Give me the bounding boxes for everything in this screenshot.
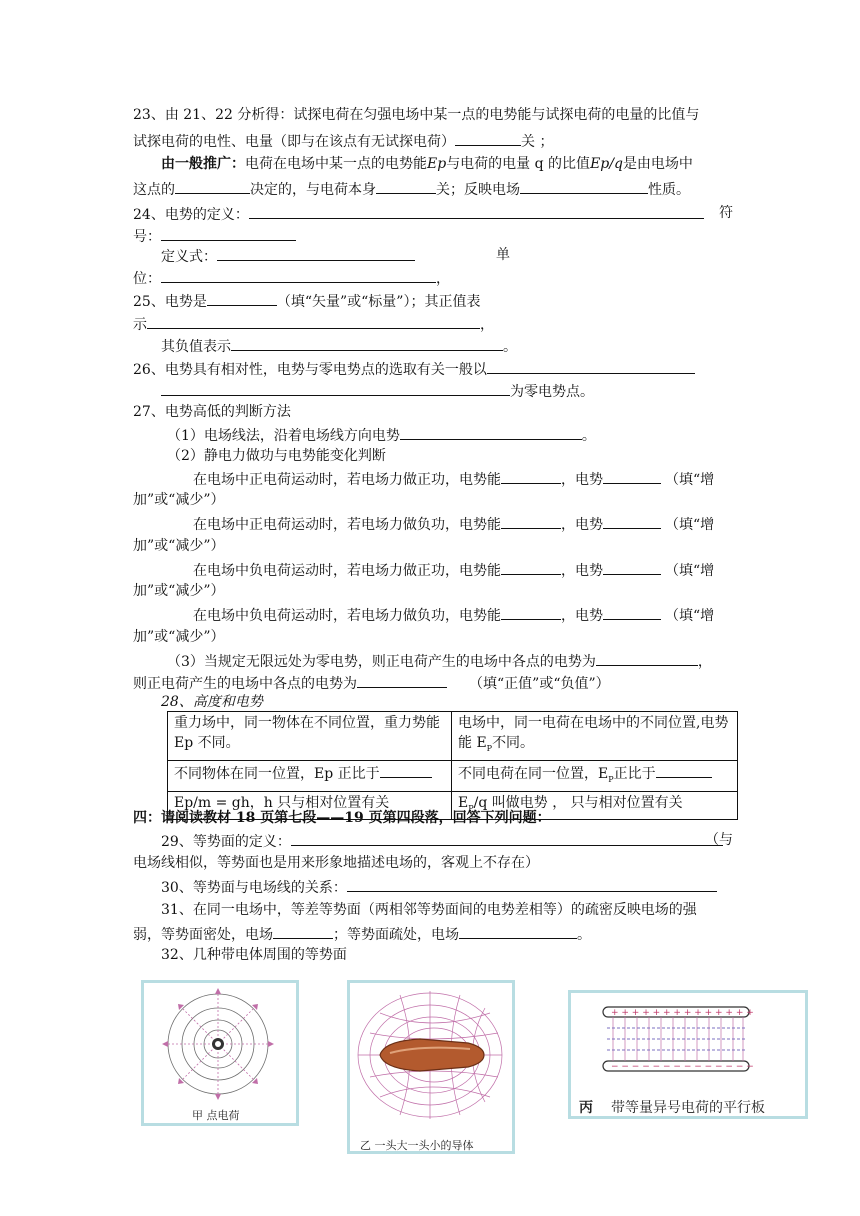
blank[interactable] — [455, 130, 521, 146]
cell-text: 电场中，同一电荷在电场中的不同位置,电势能 E — [458, 715, 729, 751]
conductor-diagram — [350, 983, 512, 1131]
blank[interactable] — [380, 762, 432, 778]
q27-method3 — [167, 650, 712, 672]
q27-case4 — [193, 604, 714, 626]
blank[interactable] — [217, 245, 415, 261]
q30-line — [161, 876, 717, 898]
q27-text: （1）电场线法，沿着电场线方向电势 — [167, 428, 400, 444]
q25-line2 — [133, 313, 494, 335]
q27-text: （填“增 — [665, 563, 715, 579]
q27-case3-cont: 加”或“减少”） — [133, 583, 225, 599]
q26-line1 — [133, 358, 695, 380]
q28-title: 28、高度和电势 — [161, 694, 263, 710]
caption-conductor: 乙 一头大一头小的导体 — [360, 1139, 474, 1152]
table-cell — [452, 712, 738, 761]
epq-symbol: Ep/q — [590, 156, 623, 172]
q24-text: ， — [436, 271, 450, 287]
blank[interactable] — [291, 830, 723, 846]
figure-conductor — [347, 980, 515, 1154]
parallel-plates-diagram — [571, 993, 805, 1085]
blank[interactable] — [161, 225, 296, 241]
q24-label: 位： — [133, 271, 161, 287]
table-row — [168, 712, 738, 761]
blank[interactable] — [207, 290, 277, 306]
q31-line2 — [133, 923, 591, 945]
generalization-label: 由一般推广： — [161, 156, 245, 172]
ep-symbol: Ep — [427, 156, 447, 172]
subscript: P — [486, 743, 493, 753]
height-potential-table — [167, 711, 738, 820]
q27-text: 在电场中正电荷运动时，若电场力做正功，电势能 — [193, 472, 501, 488]
q25-text: （填“矢量”或“标量”）；其正值表 — [276, 294, 481, 310]
q23-text: 关；反映电场 — [436, 182, 520, 198]
q27-text: 。 — [581, 428, 596, 444]
q24-line4 — [133, 267, 450, 289]
q27-case2-cont: 加”或“减少”） — [133, 538, 225, 554]
subscript: P — [608, 774, 614, 784]
q25-line3 — [161, 335, 517, 357]
blank[interactable] — [147, 313, 480, 329]
q27-text: （3）当规定无限远处为零电势，则正电荷产生的电场中各点的电势为 — [167, 654, 596, 670]
figure-parallel-plates — [568, 990, 808, 1119]
q23-line1: 23、由 21、22 分析得：试探电荷在匀强电场中某一点的电势能与试探电荷的电量的比值与 — [133, 107, 700, 123]
q29-paren: （与 — [705, 832, 733, 848]
q30-label: 30、等势面与电场线的关系： — [161, 880, 347, 896]
table-cell — [452, 760, 738, 791]
q27-case1-cont: 加”或“减少”） — [133, 492, 225, 508]
blank[interactable] — [656, 762, 712, 778]
blank[interactable] — [603, 468, 661, 484]
q29-label: 29、等势面的定义： — [161, 834, 291, 850]
q24-label: 24、电势的定义： — [133, 207, 249, 223]
q23-text: 性质。 — [648, 182, 690, 198]
q27-text: （填“增 — [665, 472, 715, 488]
q27-method2: （2）静电力做功与电势能变化判断 — [167, 448, 386, 464]
cell-text: 不同物体在同一位置，Ep 正比于 — [174, 765, 380, 782]
q27-case2 — [193, 513, 714, 535]
point-charge-diagram — [144, 983, 296, 1123]
q27-text: 在电场中正电荷运动时，若电场力做负功，电势能 — [193, 517, 501, 533]
table-cell: Ep/m = gh，h 只与相对位置有关 — [168, 791, 452, 820]
blank[interactable] — [273, 923, 333, 939]
q27-text: ，电势 — [561, 472, 603, 488]
q23-text: 试探电荷的电性、电量（即与在该点有无试探电荷） — [133, 134, 455, 150]
q27-method3-cont — [133, 672, 610, 694]
blank[interactable] — [175, 178, 250, 194]
blank[interactable] — [596, 650, 698, 666]
q32-line: 32、几种带电体周围的等势面 — [161, 947, 347, 963]
blank[interactable] — [501, 513, 561, 529]
cell-text: 不同。 — [492, 735, 535, 751]
q23-text: 与电荷的电量 q 的比值 — [446, 156, 591, 172]
blank[interactable] — [459, 923, 577, 939]
blank[interactable] — [400, 424, 582, 440]
table-row — [168, 760, 738, 791]
svg-text:+ + + + + + + + + + + + + +: + + + + + + + + + + + + + + — [611, 1008, 754, 1018]
q25-text: ， — [480, 317, 494, 333]
q25-label: 25、电势是 — [133, 294, 207, 310]
q27-method1 — [167, 424, 596, 446]
q27-text: 则正电荷产生的电场中各点的电势为 — [133, 676, 357, 692]
q27-text: ，电势 — [561, 563, 603, 579]
blank[interactable] — [161, 380, 510, 396]
blank[interactable] — [501, 604, 561, 620]
blank[interactable] — [520, 178, 648, 194]
q24-label: 定义式： — [161, 249, 217, 265]
blank[interactable] — [487, 358, 695, 374]
q25-text: 。 — [503, 339, 517, 355]
q27-text: ，电势 — [561, 517, 603, 533]
blank[interactable] — [603, 513, 661, 529]
table-cell — [168, 760, 452, 791]
q27-text: （填“正值”或“负值”） — [469, 676, 610, 692]
blank[interactable] — [249, 203, 704, 219]
subscript: P — [468, 803, 474, 813]
q23-text: 是由电场中 — [622, 156, 693, 172]
q23-text: 这点的 — [133, 182, 175, 198]
q27-case3 — [193, 559, 714, 581]
cell-text: 不同电荷在同一位置，E — [458, 765, 609, 782]
q27-text: 在电场中负电荷运动时，若电场力做负功，电势能 — [193, 608, 501, 624]
q27-text: （填“增 — [665, 608, 715, 624]
q27-title: 27、电势高低的判断方法 — [133, 404, 291, 420]
cell-text: E — [458, 794, 469, 811]
q29-line1 — [161, 830, 723, 852]
q29-line2: 电场线相似，等势面也是用来形象地描述电场的，客观上不存在） — [133, 855, 539, 871]
q31-line1: 31、在同一电场中，等差等势面（两相邻等势面间的电势差相等）的疏密反映电场的强 — [161, 902, 697, 918]
blank[interactable] — [347, 876, 717, 892]
q25-text: 其负值表示 — [161, 339, 231, 355]
q24-label: 号： — [133, 229, 161, 245]
q31-text: 弱，等势面密处，电场 — [133, 927, 273, 943]
q24-unit-label: 单 — [496, 247, 510, 263]
blank[interactable] — [603, 604, 661, 620]
blank[interactable] — [231, 335, 503, 351]
q31-text: ；等势面疏处，电场 — [333, 927, 459, 943]
caption-parallel-label: 丙 — [579, 1100, 593, 1116]
q27-text: ，电势 — [561, 608, 603, 624]
q25-line1 — [133, 290, 480, 312]
blank[interactable] — [501, 559, 561, 575]
caption-parallel-plates: 带等量异号电荷的平行板 — [611, 1100, 765, 1116]
q23-line2 — [133, 130, 553, 152]
q24-line2 — [133, 225, 296, 247]
caption-point-charge: 甲 点电荷 — [192, 1109, 240, 1122]
q27-text: 在电场中负电荷运动时，若电场力做正功，电势能 — [193, 563, 501, 579]
q23-text-end: 关 ； — [521, 134, 554, 150]
q26-line2 — [161, 380, 594, 402]
q26-text: 26、电势具有相对性，电势与零电势点的选取有关一般以 — [133, 362, 487, 378]
svg-text:− − − − − − − − − − − − − −: − − − − − − − − − − − − − − — [611, 1062, 754, 1072]
table-cell: 重力场中，同一物体在不同位置，重力势能 Ep 不同。 — [168, 712, 452, 761]
q23-line3 — [161, 154, 693, 174]
q23-line4 — [133, 178, 690, 200]
q23-text: 决定的，与电荷本身 — [250, 182, 376, 198]
blank[interactable] — [161, 267, 436, 283]
q23-text: 电荷在电场中某一点的电势能 — [245, 156, 427, 172]
blank[interactable] — [603, 559, 661, 575]
q26-text: 为零电势点。 — [510, 384, 594, 400]
blank[interactable] — [501, 468, 561, 484]
blank[interactable] — [357, 672, 447, 688]
cell-text: 正比于 — [613, 765, 656, 782]
q24-symbol-label: 符 — [719, 205, 733, 221]
q27-case1 — [193, 468, 714, 490]
q27-text: ， — [697, 654, 712, 670]
q24-line3 — [161, 245, 415, 267]
blank[interactable] — [376, 178, 436, 194]
q24-line1 — [133, 203, 704, 225]
cell-text: /q 叫做电势 ， 只与相对位置有关 — [473, 794, 683, 811]
figure-point-charge — [141, 980, 299, 1126]
section-4-heading: 四：请阅读教材 18 页第七段——19 页第四段落，回答下列问题： — [133, 810, 551, 826]
q27-text: （填“增 — [665, 517, 715, 533]
q31-text: 。 — [577, 927, 591, 943]
q27-case4-cont: 加”或“减少”） — [133, 629, 225, 645]
q25-text: 示 — [133, 317, 147, 333]
